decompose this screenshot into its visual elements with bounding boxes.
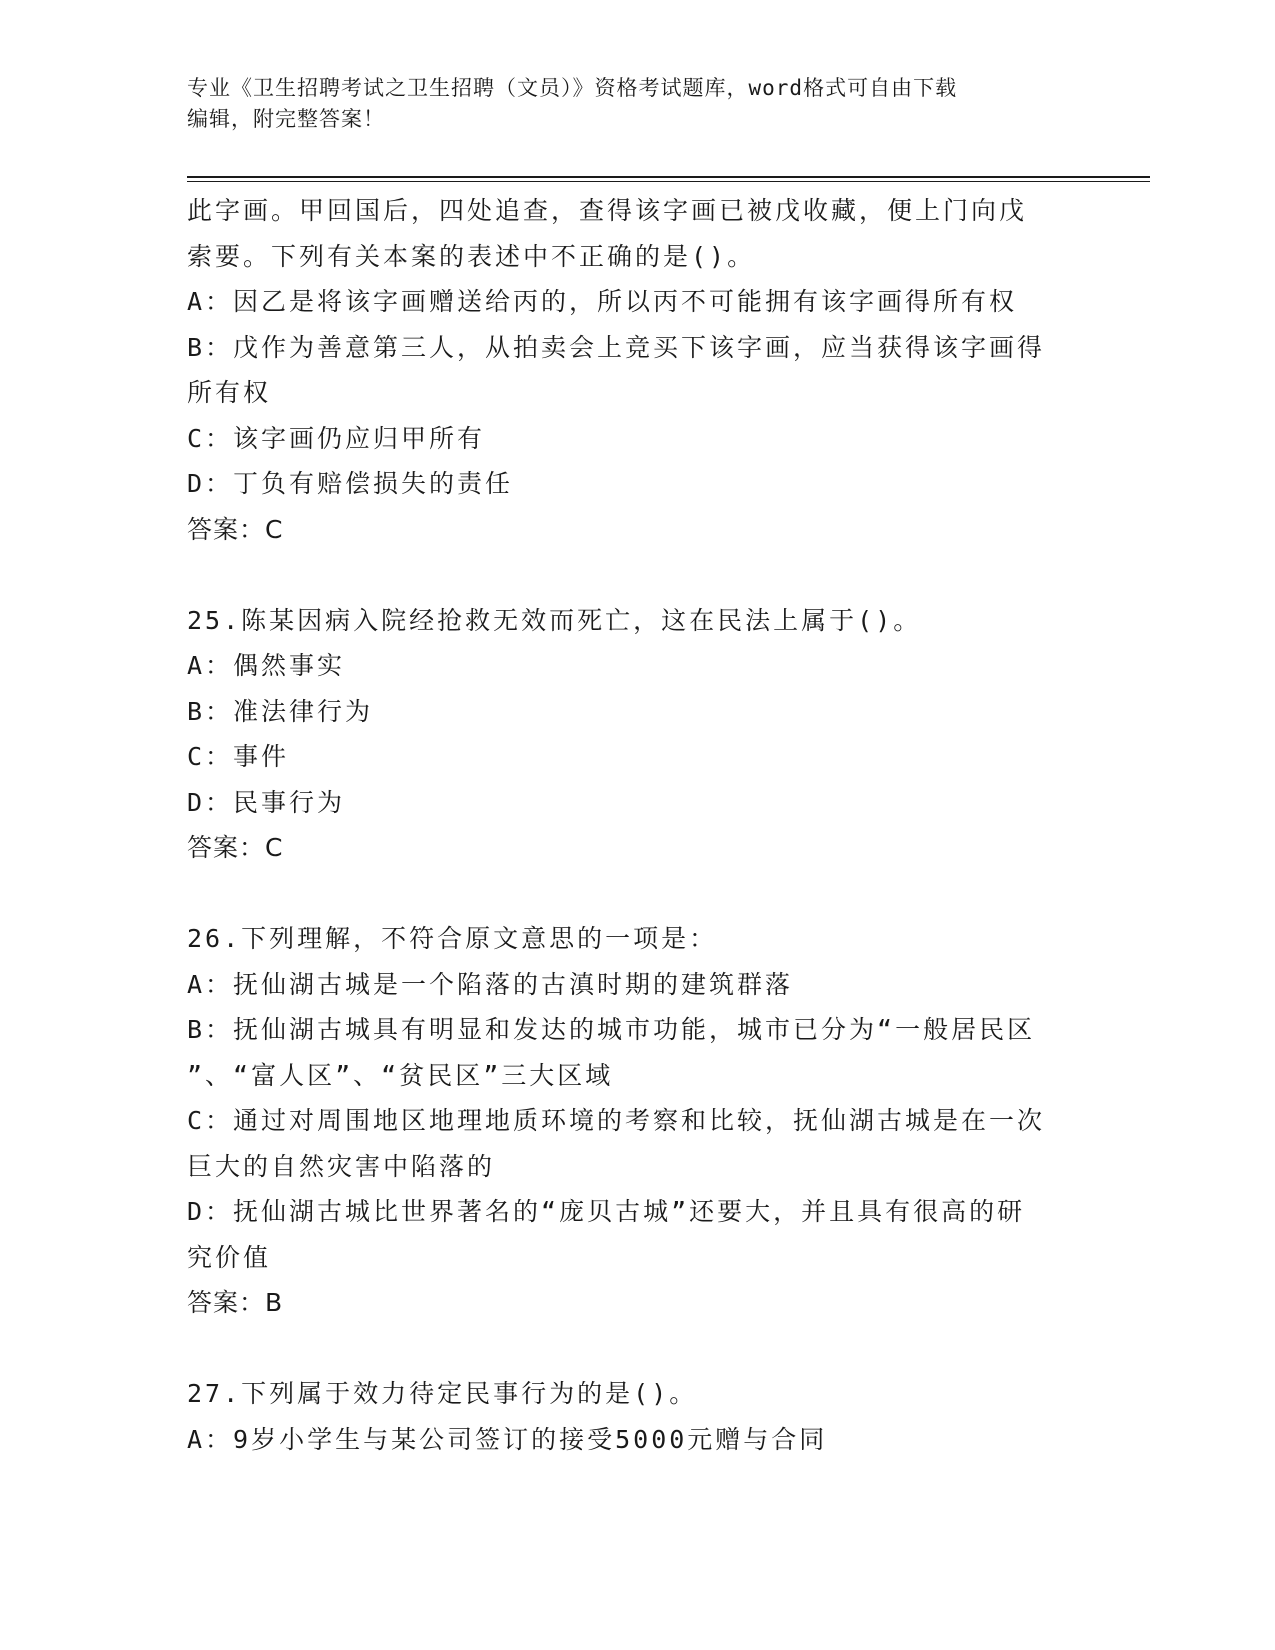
q24-option-d: D：丁负有赔偿损失的责任 bbox=[187, 469, 514, 498]
q26-option-d-line-1: D：抚仙湖古城比世界著名的“庞贝古城”还要大，并且具有很高的研 bbox=[187, 1197, 1026, 1226]
q24-stem-line-2: 索要。下列有关本案的表述中不正确的是()。 bbox=[187, 241, 756, 271]
q24-stem-line-1: 此字画。甲回国后，四处追查，查得该字画已被戊收藏，便上门向戊 bbox=[187, 196, 1028, 225]
q24-option-a: A：因乙是将该字画赠送给丙的，所以丙不可能拥有该字画得所有权 bbox=[187, 287, 1018, 316]
q24-option-b-line-1: B：戊作为善意第三人，从拍卖会上竞买下该字画，应当获得该字画得 bbox=[187, 332, 1046, 362]
q27-stem: 27.下列属于效力待定民事行为的是()。 bbox=[187, 1379, 698, 1408]
q26-option-c-line-2: 巨大的自然灾害中陷落的 bbox=[187, 1151, 496, 1181]
q26-answer: 答案：B bbox=[187, 1288, 284, 1317]
q26-option-b-line-2: ”、“富人区”、“贫民区”三大区域 bbox=[187, 1060, 614, 1090]
q26-option-c-line-1: C：通过对周围地区地理地质环境的考察和比较，抚仙湖古城是在一次 bbox=[187, 1106, 1046, 1135]
q25-option-b: B：准法律行为 bbox=[187, 696, 374, 726]
q26-stem: 26.下列理解，不符合原文意思的一项是： bbox=[187, 924, 718, 953]
q24-answer: 答案：C bbox=[187, 514, 284, 544]
q24-option-c: C：该字画仍应归甲所有 bbox=[187, 423, 486, 453]
question-content bbox=[187, 188, 1087, 1462]
q25-option-a: A：偶然事实 bbox=[187, 651, 346, 680]
q26-option-d-line-2: 究价值 bbox=[187, 1242, 272, 1272]
q26-option-b-line-1: B：抚仙湖古城具有明显和发达的城市功能，城市已分为“一般居民区 bbox=[187, 1015, 1036, 1044]
header-line-1: 专业《卫生招聘考试之卫生招聘（文员）》资格考试题库，word格式可自由下载 bbox=[187, 76, 958, 100]
q24-option-b-line-2: 所有权 bbox=[187, 378, 272, 407]
header-line-2: 编辑，附完整答案！ bbox=[187, 107, 385, 131]
header-divider-thin bbox=[187, 181, 1150, 182]
page-header bbox=[187, 73, 1087, 135]
spacer bbox=[187, 552, 1087, 598]
q25-answer: 答案：C bbox=[187, 833, 284, 862]
q26-option-a: A：抚仙湖古城是一个陷落的古滇时期的建筑群落 bbox=[187, 969, 794, 999]
q25-option-d: D：民事行为 bbox=[187, 787, 346, 817]
q25-option-c: C：事件 bbox=[187, 742, 290, 771]
q27-option-a: A：9岁小学生与某公司签订的接受5000元赠与合同 bbox=[187, 1424, 828, 1454]
header-divider-thick bbox=[187, 176, 1150, 178]
spacer bbox=[187, 871, 1087, 917]
q25-stem: 25.陈某因病入院经抢救无效而死亡，这在民法上属于()。 bbox=[187, 605, 922, 635]
spacer bbox=[187, 1326, 1087, 1372]
